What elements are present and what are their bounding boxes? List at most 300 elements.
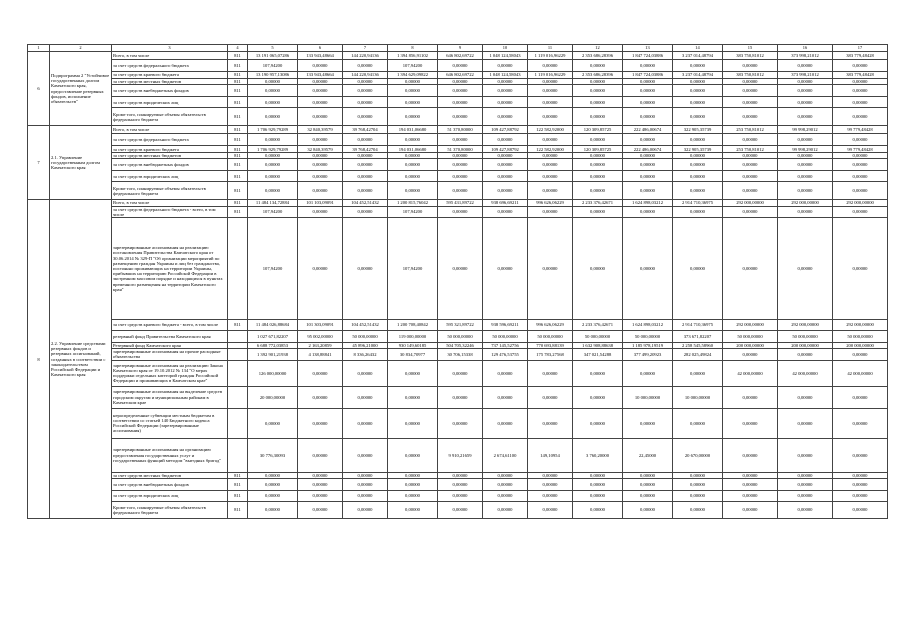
- amount-cell: 0,00000: [483, 153, 528, 159]
- amount-cell: 0,00000: [248, 501, 298, 518]
- program-name: 2.1. Управление государственным долгом Камчатского края: [50, 126, 112, 200]
- amount-cell: 282 025,49824: [673, 349, 723, 360]
- amount-cell: 292 000,00000: [778, 320, 833, 331]
- amount-cell: 377 499,20923: [623, 349, 673, 360]
- budget-code: 811: [228, 490, 248, 501]
- amount-cell: 10 000,00000: [623, 386, 673, 408]
- amount-cell: 0,00000: [343, 490, 388, 501]
- amount-cell: 42 000,00000: [778, 360, 833, 386]
- amount-cell: 0,00000: [343, 472, 388, 478]
- amount-cell: 0,00000: [343, 386, 388, 408]
- amount-cell: 0,00000: [438, 85, 483, 97]
- amount-cell: 0,00000: [483, 490, 528, 501]
- amount-cell: 0,00000: [483, 79, 528, 85]
- amount-cell: 0,00000: [673, 60, 723, 72]
- amount-cell: 0,00000: [298, 134, 343, 146]
- amount-cell: 0,00000: [388, 134, 438, 146]
- amount-cell: 0,00000: [623, 108, 673, 126]
- amount-cell: 0,00000: [483, 159, 528, 171]
- amount-cell: 0,00000: [528, 153, 573, 159]
- budget-table-page: [27, 44, 880, 519]
- amount-cell: 104 452,51432: [343, 200, 388, 206]
- amount-cell: 0,00000: [833, 438, 888, 472]
- amount-cell: 0,00000: [248, 159, 298, 171]
- amount-cell: 30 834,70977: [388, 349, 438, 360]
- table-row: [28, 218, 888, 320]
- funding-source-label: за счет средств юридических лиц: [112, 97, 228, 108]
- amount-cell: 0,00000: [298, 501, 343, 518]
- table-row: [28, 72, 888, 79]
- table-row: [28, 349, 888, 360]
- amount-cell: 0,00000: [673, 182, 723, 200]
- amount-cell: 0,00000: [298, 153, 343, 159]
- amount-cell: 0,00000: [723, 472, 778, 478]
- amount-cell: 1 394 629,09822: [388, 72, 438, 79]
- table-row: [28, 386, 888, 408]
- amount-cell: 0,00000: [778, 501, 833, 518]
- table-row: [28, 60, 888, 72]
- amount-cell: 0,00000: [723, 408, 778, 438]
- amount-cell: 20 670,00000: [673, 438, 723, 472]
- table-row: [28, 108, 888, 126]
- table-row: [28, 182, 888, 200]
- amount-cell: 0,00000: [343, 79, 388, 85]
- amount-cell: 0,00000: [388, 438, 438, 472]
- amount-cell: 0,00000: [623, 79, 673, 85]
- amount-cell: 0,00000: [778, 85, 833, 97]
- amount-cell: 930 149,60185: [388, 343, 438, 349]
- amount-cell: 0,00000: [438, 108, 483, 126]
- amount-cell: 0,00000: [778, 153, 833, 159]
- column-number-16: 16: [778, 45, 833, 52]
- amount-cell: 0,00000: [623, 153, 673, 159]
- amount-cell: 0,00000: [343, 408, 388, 438]
- amount-cell: 0,00000: [298, 182, 343, 200]
- amount-cell: 0,00000: [573, 501, 623, 518]
- column-number-12: 12: [573, 45, 623, 52]
- amount-cell: 0,00000: [723, 490, 778, 501]
- column-number-1: 1: [28, 45, 50, 52]
- amount-cell: 0,00000: [483, 108, 528, 126]
- amount-cell: 996 626,06229: [528, 320, 573, 331]
- amount-cell: 0,00000: [343, 501, 388, 518]
- amount-cell: 0,00000: [573, 60, 623, 72]
- amount-cell: 51 370,80000: [438, 126, 483, 134]
- budget-code: 811: [228, 159, 248, 171]
- amount-cell: 0,00000: [623, 360, 673, 386]
- amount-cell: 1 200 815,76042: [388, 200, 438, 206]
- amount-cell: 0,00000: [573, 206, 623, 217]
- amount-cell: 0,00000: [573, 171, 623, 182]
- amount-cell: 0,00000: [298, 159, 343, 171]
- amount-cell: 0,00000: [623, 85, 673, 97]
- amount-cell: 0,00000: [388, 97, 438, 108]
- amount-cell: 109 427,88792: [483, 146, 528, 153]
- amount-cell: 0,00000: [483, 171, 528, 182]
- amount-cell: 0,00000: [528, 182, 573, 200]
- budget-code: 811: [228, 153, 248, 159]
- amount-cell: 0,00000: [298, 478, 343, 490]
- amount-cell: 0,00000: [778, 478, 833, 490]
- amount-cell: 0,00000: [528, 159, 573, 171]
- amount-cell: 2 233 376,42671: [573, 320, 623, 331]
- amount-cell: 0,00000: [623, 206, 673, 217]
- amount-cell: 51 370,80000: [438, 146, 483, 153]
- amount-cell: 0,00000: [343, 206, 388, 217]
- amount-cell: 0,00000: [388, 386, 438, 408]
- amount-cell: 383 779,48428: [833, 52, 888, 60]
- budget-code: 811: [228, 60, 248, 72]
- amount-cell: 1 394 856,91102: [388, 52, 438, 60]
- budget-code: 811: [228, 501, 248, 518]
- amount-cell: 0,00000: [248, 153, 298, 159]
- funding-source-label: Кроме того, планируемые объемы обязательств федерального бюджета: [112, 182, 228, 200]
- amount-cell: 3 237 014,48794: [673, 52, 723, 60]
- budget-code: 811: [228, 171, 248, 182]
- amount-cell: 322 905,35739: [673, 126, 723, 134]
- funding-source-label: за счет средств внебюджетных фондов: [112, 159, 228, 171]
- funding-source-label: за счет средств местных бюджетов: [112, 153, 228, 159]
- amount-cell: 0,00000: [298, 472, 343, 478]
- amount-cell: 13 191 065,07286: [248, 52, 298, 60]
- amount-cell: 0,00000: [343, 97, 388, 108]
- amount-cell: 0,00000: [298, 108, 343, 126]
- amount-cell: 101 103,09091: [298, 200, 343, 206]
- amount-cell: 0,00000: [778, 182, 833, 200]
- funding-source-label: за счет средств федерального бюджета: [112, 60, 228, 72]
- budget-code: 811: [228, 134, 248, 146]
- amount-cell: 0,00000: [833, 171, 888, 182]
- amount-cell: 42 000,00000: [833, 360, 888, 386]
- funding-source-label: Резервный фонд Камчатского края: [112, 343, 228, 349]
- row-number: 6: [28, 52, 50, 126]
- funding-source-label: за счет средств юридических лиц: [112, 171, 228, 182]
- table-row: [28, 206, 888, 217]
- amount-cell: 0,00000: [343, 360, 388, 386]
- funding-source-label: за счет средств внебюджетных фондов: [112, 85, 228, 97]
- amount-cell: 107,94200: [388, 218, 438, 320]
- amount-cell: 3 237 014,48794: [673, 72, 723, 79]
- amount-cell: 0,00000: [248, 472, 298, 478]
- amount-cell: 10 000,00000: [673, 386, 723, 408]
- amount-cell: 595 321,89722: [438, 320, 483, 331]
- funding-source-label: зарезервированные ассигнования на реализацию постановления Правительства Камчатского края от 30.06.2014 № 329-П "Об организации мероприятий по размещению граждан Украины и лиц без гражданства, постоянно проживающих на территории Украины, прибывших на территорию Российской Федерации в экстренном массовом порядке и находящихся в пунктах временного размещения на территории Камчатского края": [112, 218, 228, 320]
- budget-code: 811: [228, 472, 248, 478]
- amount-cell: 1 027 671,82207: [248, 331, 298, 343]
- amount-cell: 0,00000: [388, 108, 438, 126]
- amount-cell: 0,00000: [388, 360, 438, 386]
- amount-cell: 194 031,06680: [388, 126, 438, 134]
- amount-cell: 0,00000: [248, 478, 298, 490]
- program-name: Подпрограмма 2 "Устойчивое государственных долгом Камчатского края, предоставление резервных фондов, исполнение обязательств": [50, 52, 112, 126]
- column-number-4: 4: [228, 45, 248, 52]
- budget-code: 811: [228, 182, 248, 200]
- amount-cell: 0,00000: [833, 108, 888, 126]
- column-number-3: 3: [112, 45, 228, 52]
- amount-cell: 0,00000: [673, 501, 723, 518]
- column-number-10: 10: [483, 45, 528, 52]
- amount-cell: 0,00000: [438, 159, 483, 171]
- amount-cell: 0,00000: [438, 79, 483, 85]
- table-row: [28, 478, 888, 490]
- amount-cell: 0,00000: [573, 218, 623, 320]
- amount-cell: 0,00000: [528, 97, 573, 108]
- amount-cell: 11 484 026,88684: [248, 320, 298, 331]
- amount-cell: 0,00000: [833, 478, 888, 490]
- budget-code: 811: [228, 200, 248, 206]
- amount-cell: 200 000,00000: [833, 343, 888, 349]
- amount-cell: 0,00000: [723, 501, 778, 518]
- amount-cell: 383 750,81012: [723, 72, 778, 79]
- amount-cell: 0,00000: [573, 153, 623, 159]
- amount-cell: 0,00000: [673, 108, 723, 126]
- funding-source-label: за счет средств внебюджетных фондов: [112, 478, 228, 490]
- column-number-row: [28, 45, 888, 52]
- amount-cell: 50 000,00000: [623, 331, 673, 343]
- amount-cell: 383 750,81012: [723, 52, 778, 60]
- amount-cell: 0,00000: [248, 134, 298, 146]
- amount-cell: 0,00000: [778, 206, 833, 217]
- amount-cell: 0,00000: [483, 85, 528, 97]
- budget-code: 811: [228, 206, 248, 217]
- amount-cell: 0,00000: [438, 472, 483, 478]
- amount-cell: 0,00000: [778, 79, 833, 85]
- amount-cell: 0,00000: [573, 79, 623, 85]
- amount-cell: 0,00000: [723, 438, 778, 472]
- funding-source-label: нераспределенные субвенции местным бюджетам в соответствии со статьей 140 Бюджетного кодекса Российской Федерации (зарезервированные ассигнования): [112, 408, 228, 438]
- amount-cell: 0,00000: [623, 97, 673, 108]
- amount-cell: 0,00000: [248, 79, 298, 85]
- amount-cell: 0,00000: [438, 386, 483, 408]
- table-row: [28, 134, 888, 146]
- amount-cell: 0,00000: [673, 360, 723, 386]
- amount-cell: 11 484 134,72884: [248, 200, 298, 206]
- amount-cell: 8 336,26432: [343, 349, 388, 360]
- amount-cell: 0,00000: [248, 108, 298, 126]
- amount-cell: 107,94200: [248, 60, 298, 72]
- amount-cell: 292 000,00000: [833, 320, 888, 331]
- table-row: [28, 171, 888, 182]
- amount-cell: 292 000,00000: [723, 200, 778, 206]
- amount-cell: 0,00000: [483, 386, 528, 408]
- amount-cell: 0,00000: [778, 438, 833, 472]
- amount-cell: 0,00000: [343, 218, 388, 320]
- amount-cell: 0,00000: [778, 490, 833, 501]
- amount-cell: 2 233 376,42671: [573, 200, 623, 206]
- funding-source-label: зарезервированные ассигнования на прочие расходные обязательства: [112, 349, 228, 360]
- amount-cell: 0,00000: [528, 85, 573, 97]
- amount-cell: 0,00000: [438, 60, 483, 72]
- amount-cell: 0,00000: [573, 97, 623, 108]
- amount-cell: 50 000,00000: [573, 331, 623, 343]
- budget-code: 811: [228, 126, 248, 134]
- column-number-9: 9: [438, 45, 483, 52]
- row-number: 8: [28, 200, 50, 518]
- amount-cell: 253 750,81012: [723, 146, 778, 153]
- amount-cell: 122 582,92000: [528, 146, 573, 153]
- amount-cell: 0,00000: [573, 108, 623, 126]
- amount-cell: 1 185 978,19519: [623, 343, 673, 349]
- amount-cell: 0,00000: [388, 153, 438, 159]
- amount-cell: 0,00000: [723, 153, 778, 159]
- amount-cell: 2 914 710,36975: [673, 320, 723, 331]
- table-row: [28, 360, 888, 386]
- amount-cell: 0,00000: [438, 360, 483, 386]
- amount-cell: 0,00000: [673, 159, 723, 171]
- amount-cell: 50 000,00000: [723, 331, 778, 343]
- amount-cell: 0,00000: [833, 182, 888, 200]
- amount-cell: 0,00000: [483, 60, 528, 72]
- amount-cell: 0,00000: [673, 472, 723, 478]
- funding-source-label: за счет средств краевого бюджета: [112, 72, 228, 79]
- amount-cell: 0,00000: [573, 490, 623, 501]
- column-number-2: 2: [50, 45, 112, 52]
- budget-code: 811: [228, 52, 248, 60]
- amount-cell: 0,00000: [623, 159, 673, 171]
- amount-cell: 2 674,61100: [483, 438, 528, 472]
- amount-cell: 0,00000: [388, 159, 438, 171]
- amount-cell: 0,00000: [343, 108, 388, 126]
- amount-cell: 0,00000: [723, 218, 778, 320]
- budget-code: 811: [228, 478, 248, 490]
- amount-cell: 0,00000: [833, 386, 888, 408]
- amount-cell: 0,00000: [483, 478, 528, 490]
- amount-cell: 0,00000: [343, 171, 388, 182]
- amount-cell: 200 000,00000: [778, 343, 833, 349]
- amount-cell: 0,00000: [438, 206, 483, 217]
- amount-cell: 0,00000: [248, 85, 298, 97]
- amount-cell: 0,00000: [673, 408, 723, 438]
- amount-cell: 0,00000: [528, 472, 573, 478]
- row-number: 7: [28, 126, 50, 200]
- amount-cell: 0,00000: [673, 490, 723, 501]
- amount-cell: 0,00000: [623, 478, 673, 490]
- amount-cell: 2 353 686,28396: [573, 72, 623, 79]
- amount-cell: 0,00000: [723, 85, 778, 97]
- amount-cell: 0,00000: [833, 206, 888, 217]
- funding-source-label: резервный фонд Правительства Камчатского края: [112, 331, 228, 343]
- amount-cell: 0,00000: [573, 159, 623, 171]
- budget-code: 811: [228, 146, 248, 153]
- amount-cell: 50 000,00000: [833, 331, 888, 343]
- amount-cell: 938 596,69211: [483, 320, 528, 331]
- amount-cell: 0,00000: [438, 408, 483, 438]
- amount-cell: 0,00000: [438, 153, 483, 159]
- amount-cell: 2 258 545,58960: [673, 343, 723, 349]
- amount-cell: 0,00000: [723, 134, 778, 146]
- amount-cell: 347 021,54288: [573, 349, 623, 360]
- amount-cell: 1 119 016,96229: [528, 72, 573, 79]
- amount-cell: 0,00000: [623, 501, 673, 518]
- table-row: [28, 85, 888, 97]
- amount-cell: 0,00000: [298, 218, 343, 320]
- amount-cell: 0,00000: [298, 60, 343, 72]
- amount-cell: 1 392 901,21938: [248, 349, 298, 360]
- amount-cell: 0,00000: [623, 182, 673, 200]
- amount-cell: 0,00000: [673, 478, 723, 490]
- amount-cell: 0,00000: [248, 408, 298, 438]
- amount-cell: 194 031,06680: [388, 146, 438, 153]
- budget-code: 811: [228, 85, 248, 97]
- budget-code: 811: [228, 320, 248, 331]
- amount-cell: 0,00000: [778, 171, 833, 182]
- amount-cell: 107,94200: [388, 60, 438, 72]
- amount-cell: 0,00000: [343, 478, 388, 490]
- table-row: [28, 490, 888, 501]
- amount-cell: 0,00000: [298, 79, 343, 85]
- amount-cell: 0,00000: [833, 153, 888, 159]
- amount-cell: 0,00000: [388, 501, 438, 518]
- amount-cell: 0,00000: [388, 79, 438, 85]
- amount-cell: 0,00000: [573, 386, 623, 408]
- amount-cell: 1 706 929,79289: [248, 126, 298, 134]
- amount-cell: 595 431,89722: [438, 200, 483, 206]
- amount-cell: 0,00000: [483, 206, 528, 217]
- amount-cell: 0,00000: [573, 85, 623, 97]
- budget-table-body: [28, 45, 888, 519]
- amount-cell: 0,00000: [388, 490, 438, 501]
- amount-cell: 32 840,39579: [298, 126, 343, 134]
- amount-cell: 504 705,32246: [438, 343, 483, 349]
- amount-cell: 1 847 724,03886: [623, 52, 673, 60]
- amount-cell: 0,00000: [833, 218, 888, 320]
- amount-cell: 9 910,21659: [438, 438, 483, 472]
- amount-cell: 50 000,00000: [483, 331, 528, 343]
- amount-cell: 45 896,21000: [343, 343, 388, 349]
- amount-cell: 119 000,00000: [388, 331, 438, 343]
- table-row: [28, 320, 888, 331]
- amount-cell: 0,00000: [528, 478, 573, 490]
- amount-cell: 13 190 957,13086: [248, 72, 298, 79]
- amount-cell: 99 779,48428: [833, 146, 888, 153]
- amount-cell: 0,00000: [573, 478, 623, 490]
- amount-cell: 373 998,21012: [778, 72, 833, 79]
- amount-cell: 0,00000: [573, 134, 623, 146]
- amount-cell: 0,00000: [438, 478, 483, 490]
- amount-cell: 0,00000: [623, 490, 673, 501]
- amount-cell: 0,00000: [388, 171, 438, 182]
- table-row: [28, 97, 888, 108]
- amount-cell: 126 000,00000: [248, 360, 298, 386]
- column-number-7: 7: [343, 45, 388, 52]
- amount-cell: 0,00000: [833, 349, 888, 360]
- amount-cell: 22,45000: [623, 438, 673, 472]
- amount-cell: 109 427,88792: [483, 126, 528, 134]
- amount-cell: 50 000,00000: [343, 331, 388, 343]
- amount-cell: 0,00000: [623, 408, 673, 438]
- amount-cell: 292 000,00000: [778, 200, 833, 206]
- amount-cell: 2 914 710,36975: [673, 200, 723, 206]
- amount-cell: 0,00000: [343, 182, 388, 200]
- amount-cell: 0,00000: [528, 408, 573, 438]
- funding-source-label: за счет средств юридических лиц: [112, 490, 228, 501]
- amount-cell: 120 309,85725: [573, 126, 623, 134]
- amount-cell: 133 943,48664: [298, 72, 343, 79]
- table-row: [28, 126, 888, 134]
- budget-code: [228, 360, 248, 386]
- amount-cell: 0,00000: [623, 218, 673, 320]
- amount-cell: 0,00000: [673, 97, 723, 108]
- amount-cell: 0,00000: [833, 159, 888, 171]
- column-number-15: 15: [723, 45, 778, 52]
- amount-cell: 373 998,21012: [778, 52, 833, 60]
- amount-cell: 0,00000: [298, 85, 343, 97]
- amount-cell: 1 048 124,58043: [483, 52, 528, 60]
- amount-cell: 0,00000: [248, 97, 298, 108]
- budget-code: [228, 218, 248, 320]
- amount-cell: 144 220,94136: [343, 72, 388, 79]
- amount-cell: 0,00000: [528, 206, 573, 217]
